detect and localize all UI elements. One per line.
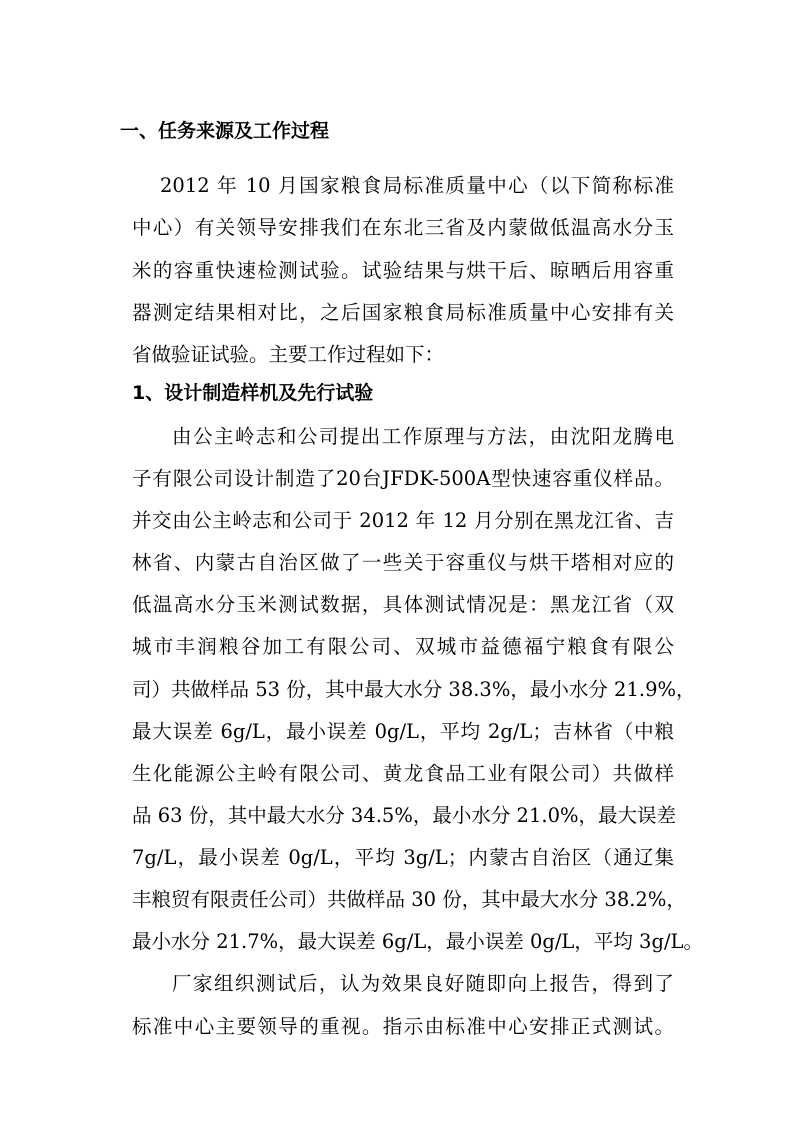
paragraph-line: 司）共做样品 53 份，其中最大水分 38.3%，最小水分 21.9%，	[132, 678, 696, 701]
paragraph-line: 器测定结果相对比，之后国家粮食局标准质量中心安排有关	[132, 301, 674, 324]
paragraph-line: 生化能源公主岭有限公司、黄龙食品工业有限公司）共做样	[132, 762, 674, 785]
paragraph-line: 低温高水分玉米测试数据，具体测试情况是：黑龙江省（双	[132, 593, 674, 616]
paragraph-line: 7g/L，最小误差 0g/L，平均 3g/L；内蒙古自治区（通辽集	[132, 846, 674, 869]
paragraph-line: 品 63 份，其中最大水分 34.5%，最小水分 21.0%，最大误差	[132, 804, 677, 827]
paragraph-line: 标准中心主要领导的重视。指示由标准中心安排正式测试。	[132, 1015, 674, 1038]
paragraph-line: 中心）有关领导安排我们在东北三省及内蒙做低温高水分玉	[132, 216, 674, 239]
paragraph-line: 林省、内蒙古自治区做了一些关于容重仪与烘干塔相对应的	[132, 551, 674, 574]
paragraph-line: 省做验证试验。主要工作过程如下：	[132, 343, 445, 366]
paragraph-line: 2012 年 10 月国家粮食局标准质量中心（以下简称标准	[160, 174, 674, 197]
paragraph-line: 由公主岭志和公司提出工作原理与方法，由沈阳龙腾电	[172, 425, 674, 448]
subsection-heading-prototype: 1、设计制造样机及先行试验	[132, 382, 374, 404]
paragraph-line: 并交由公主岭志和公司于 2012 年 12 月分别在黑龙江省、吉	[132, 509, 674, 532]
paragraph-line: 厂家组织测试后，认为效果良好随即向上报告，得到了	[172, 972, 674, 995]
paragraph-line: 米的容重快速检测试验。试验结果与烘干后、晾晒后用容重	[132, 259, 674, 282]
paragraph-line: 丰粮贸有限责任公司）共做样品 30 份，其中最大水分 38.2%，	[132, 888, 686, 911]
section-heading-task-source: 一、任务来源及工作过程	[120, 120, 330, 142]
paragraph-line: 子有限公司设计制造了20台JFDK-500A型快速容重仪样品。	[132, 467, 674, 490]
paragraph-line: 最小水分 21.7%，最大误差 6g/L，最小误差 0g/L，平均 3g/L。	[132, 930, 703, 953]
paragraph-line: 最大误差 6g/L，最小误差 0g/L，平均 2g/L；吉林省（中粮	[132, 720, 674, 743]
paragraph-line: 城市丰润粮谷加工有限公司、双城市益德福宁粮食有限公	[132, 635, 674, 658]
